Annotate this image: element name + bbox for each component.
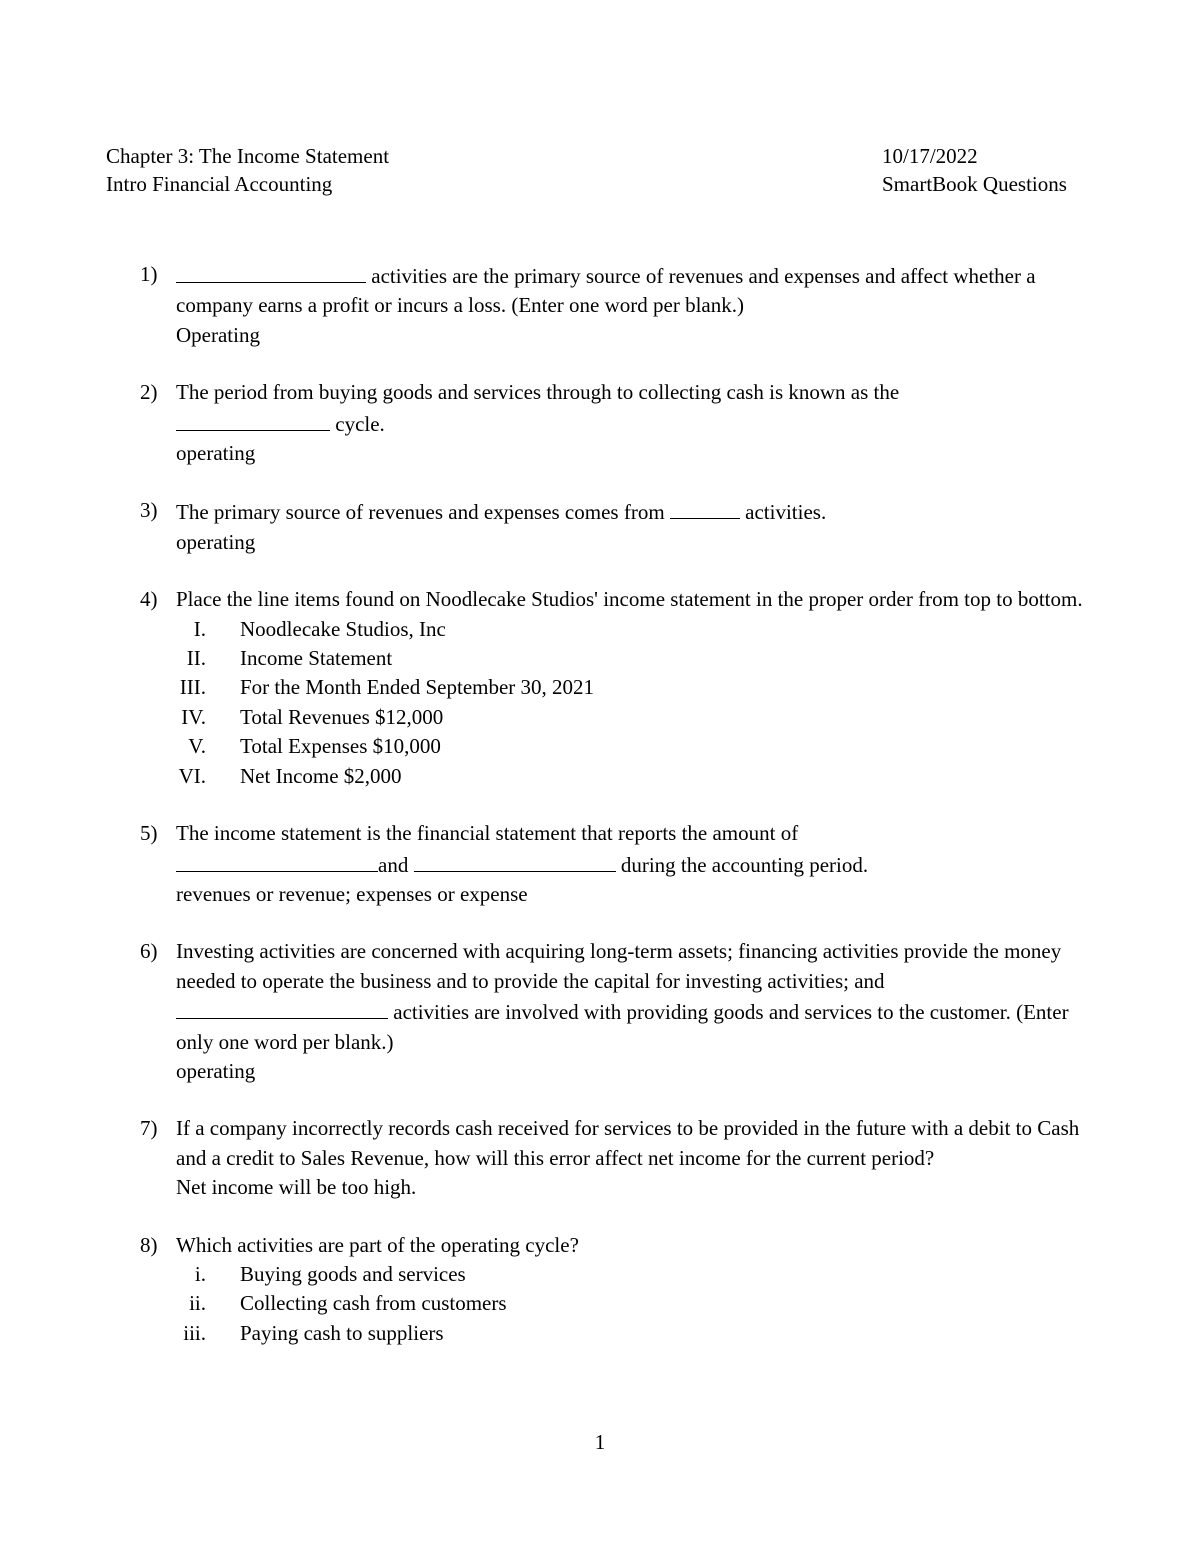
question-number: 7)	[140, 1116, 158, 1141]
question-text-end: activities.	[739, 500, 827, 525]
list-item-text: Noodlecake Studios, Inc	[240, 616, 446, 641]
question-5	[0, 819, 1200, 909]
list-item-text: Paying cash to suppliers	[240, 1320, 444, 1345]
document-subtitle: SmartBook Questions	[882, 172, 1067, 196]
question-text: Investing activities are concerned with acquiring long-term assets; financing activities provide the money needed to operate the business and to provide the capital for investing activities; and	[176, 939, 1062, 993]
question-answer: operating	[176, 1058, 256, 1083]
list-item-text: For the Month Ended September 30, 2021	[240, 675, 595, 700]
question-8	[0, 1231, 1200, 1349]
answer-blank	[176, 849, 378, 872]
question-1	[0, 260, 1200, 350]
question-4	[0, 585, 1200, 791]
list-item-number: V.	[188, 734, 206, 759]
list-item-text: Total Revenues $12,000	[240, 704, 444, 729]
list-item-number: VI.	[178, 763, 206, 788]
question-text: The period from buying goods and services through to collecting cash is known as the	[176, 380, 900, 405]
list-item	[170, 762, 1092, 791]
question-text: The primary source of revenues and expenses comes from	[176, 500, 670, 525]
question-list	[0, 260, 1200, 1376]
question-text-mid: and	[378, 852, 414, 877]
list-item	[170, 615, 1092, 644]
question-number: 4)	[140, 587, 158, 612]
question-text: The income statement is the financial statement that reports the amount of	[176, 821, 799, 846]
list-item-number: iii.	[183, 1320, 206, 1345]
list-item-text: Income Statement	[240, 646, 393, 671]
list-item-text: Collecting cash from customers	[240, 1291, 507, 1316]
list-item	[170, 1260, 1092, 1289]
question-number: 1)	[140, 262, 158, 286]
chapter-title: Chapter 3: The Income Statement	[106, 144, 390, 168]
ordered-list	[170, 615, 1092, 791]
document-date: 10/17/2022	[882, 144, 978, 168]
question-answer: revenues or revenue; expenses or expense	[176, 881, 528, 906]
list-item-number: III.	[179, 675, 206, 700]
ordered-list	[170, 1260, 1092, 1348]
question-6	[0, 937, 1200, 1086]
question-text: Which activities are part of the operating cycle?	[176, 1232, 579, 1257]
list-item	[170, 703, 1092, 732]
question-answer: Net income will be too high.	[176, 1175, 417, 1200]
question-text-end: activities are involved with providing goods and services to the customer. (Enter only one word per blank.)	[176, 1000, 1069, 1054]
question-7	[0, 1114, 1200, 1202]
answer-blank	[176, 408, 330, 431]
question-text-end: cycle.	[330, 411, 385, 436]
question-number: 3)	[140, 498, 158, 523]
question-answer: Operating	[176, 322, 260, 347]
document-header	[106, 142, 1090, 198]
list-item	[170, 644, 1092, 673]
answer-blank	[670, 496, 740, 519]
list-item	[170, 1289, 1092, 1318]
answer-blank	[176, 260, 366, 283]
list-item-number: ii.	[189, 1291, 206, 1316]
list-item-number: IV.	[181, 704, 206, 729]
list-item	[170, 1319, 1092, 1348]
question-text-end: during the accounting period.	[615, 852, 869, 877]
question-number: 8)	[140, 1232, 158, 1257]
question-text: Place the line items found on Noodlecake Studios' income statement in the proper order from top to bottom.	[176, 587, 1083, 612]
question-2	[0, 378, 1200, 468]
question-number: 5)	[140, 821, 158, 846]
question-3	[0, 496, 1200, 557]
question-text: activities are the primary source of revenues and expenses and affect whether a company earns a profit or incurs a loss. (Enter one word per blank.)	[176, 264, 1036, 318]
answer-blank	[414, 849, 616, 872]
list-item-text: Buying goods and services	[240, 1261, 466, 1286]
page-number: 1	[594, 1430, 606, 1454]
question-number: 2)	[140, 380, 158, 405]
list-item	[170, 673, 1092, 702]
list-item-number: i.	[194, 1261, 206, 1286]
list-item-number: I.	[193, 616, 206, 641]
question-text: If a company incorrectly records cash received for services to be provided in the future with a debit to Cash and a credit to Sales Revenue, how will this error affect net income for the current period?	[176, 1116, 1080, 1170]
list-item-number: II.	[186, 646, 206, 671]
answer-blank	[176, 996, 388, 1019]
list-item	[170, 732, 1092, 761]
list-item-text: Total Expenses $10,000	[240, 734, 441, 759]
course-name: Intro Financial Accounting	[106, 172, 333, 196]
question-answer: operating	[176, 441, 256, 466]
question-answer: operating	[176, 529, 256, 554]
list-item-text: Net Income $2,000	[240, 763, 402, 788]
question-number: 6)	[140, 939, 158, 964]
